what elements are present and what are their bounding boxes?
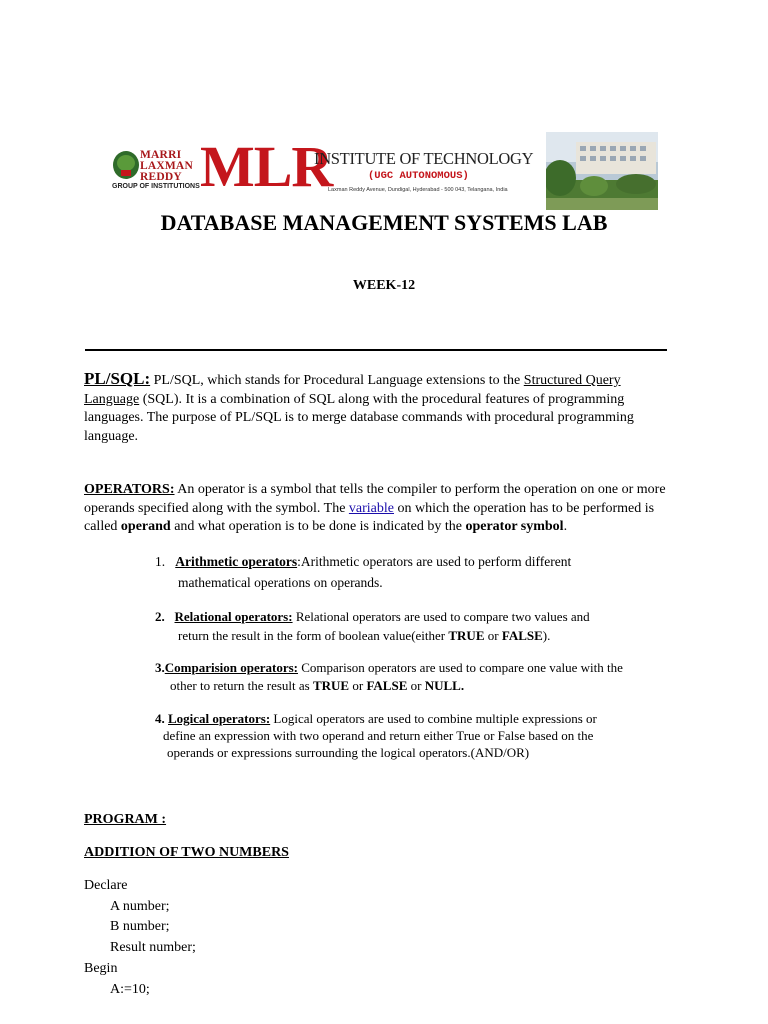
- item-text-line-2: mathematical operations on operands.: [178, 575, 383, 590]
- code-line: Result number;: [110, 940, 196, 955]
- item-text-part: ).: [542, 628, 551, 643]
- program-heading: [84, 811, 166, 829]
- true-keyword: TRUE: [312, 678, 350, 693]
- horizontal-rule: [85, 349, 667, 351]
- group-name-line-1: MARRI: [140, 149, 182, 161]
- variable-link[interactable]: variable: [348, 500, 394, 516]
- list-item: [155, 607, 675, 626]
- item-title: Arithmetic operators: [175, 554, 298, 569]
- item-number: 2.: [155, 609, 165, 624]
- mlr-logo-text: MLR: [200, 134, 333, 199]
- list-item: [155, 552, 675, 571]
- item-text-part: or: [407, 678, 425, 693]
- document-title: DATABASE MANAGEMENT SYSTEMS LAB: [160, 210, 608, 235]
- institute-name: INSTITUTE OF TECHNOLOGY: [314, 149, 534, 168]
- item-text-part: other to return the result as: [170, 678, 313, 693]
- item-title: Comparision operators:: [164, 660, 298, 675]
- autonomous-label: (UGC AUTONOMOUS): [368, 170, 469, 182]
- false-keyword: FALSE: [366, 678, 408, 693]
- code-line: A number;: [110, 899, 170, 914]
- plsql-paragraph: [84, 370, 674, 446]
- code-line: B number;: [110, 919, 170, 934]
- operators-text-1: An operator is a symbol that tells the compiler to perform the operation on one or more operands specified along with the symbol. The: [84, 482, 666, 516]
- operators-heading: OPERATORS:: [84, 482, 175, 497]
- item-text-line-2: [178, 626, 678, 645]
- false-keyword: FALSE: [501, 628, 543, 643]
- item-text-line-2: define an expression with two operand and return either True or False based on the: [163, 728, 594, 743]
- item-title: Logical operators:: [168, 711, 271, 726]
- program-heading-text: PROGRAM :: [84, 812, 167, 827]
- item-text-part: or: [349, 678, 367, 693]
- item-text-line-3: operands or expressions surrounding the logical operators.(AND/OR): [167, 745, 530, 760]
- code-line: Declare: [84, 878, 128, 893]
- institute-banner: [110, 132, 658, 210]
- plsql-text-2: (SQL). It is a combination of SQL along with the procedural features of programming languages. The purpose of PL/SQL is to merge database commands with procedural programming language.: [84, 391, 634, 444]
- item-text-part: return the result in the form of boolean value(either: [178, 628, 449, 643]
- group-name-line-3: REDDY: [140, 171, 182, 183]
- item-text: Comparison operators are used to compare one value with the: [298, 660, 623, 675]
- operand-term: operand: [120, 519, 171, 534]
- item-title: Relational operators:: [174, 609, 293, 624]
- operators-text-2: on which the operation has to be performed is called: [84, 500, 655, 534]
- operator-symbol-term: operator symbol: [465, 519, 564, 534]
- item-number: 4.: [155, 711, 165, 726]
- plsql-text-1: PL/SQL, which stands for Procedural Language extensions to the: [150, 373, 524, 388]
- item-text: Relational operators are used to compare two values and: [292, 609, 590, 624]
- program-subheading-text: ADDITION OF TWO NUMBERS: [84, 845, 289, 860]
- code-line: A:=10;: [110, 982, 150, 997]
- plsql-heading: PL/SQL:: [84, 369, 151, 388]
- operators-text-4: .: [563, 519, 568, 534]
- item-text: Logical operators are used to combine multiple expressions or: [270, 711, 597, 726]
- institute-address: Laxman Reddy Avenue, Dundigal, Hyderabad - 500 043, Telangana, India: [328, 187, 508, 193]
- operators-text-3: and what operation is to be done is indicated by the: [170, 519, 466, 534]
- item-number: 1.: [155, 554, 166, 569]
- item-text-part: or: [484, 628, 502, 643]
- week-label: WEEK-12: [352, 278, 416, 293]
- institute-emblem-icon: [112, 150, 140, 180]
- campus-photo: [546, 132, 658, 210]
- item-number: 3.: [155, 660, 165, 675]
- code-line: Begin: [84, 961, 118, 976]
- program-subheading: [84, 844, 289, 862]
- item-text-line-2: [170, 676, 670, 695]
- sql-term: Structured Query Language: [84, 373, 621, 407]
- operators-paragraph: [84, 481, 674, 537]
- item-text: :Arithmetic operators are used to perform different: [297, 554, 572, 569]
- group-subtitle: GROUP OF INSTITUTIONS: [112, 183, 200, 190]
- list-item: [155, 658, 675, 677]
- group-name-line-2: LAXMAN: [140, 160, 193, 172]
- null-keyword: NULL.: [424, 678, 465, 693]
- true-keyword: TRUE: [448, 628, 485, 643]
